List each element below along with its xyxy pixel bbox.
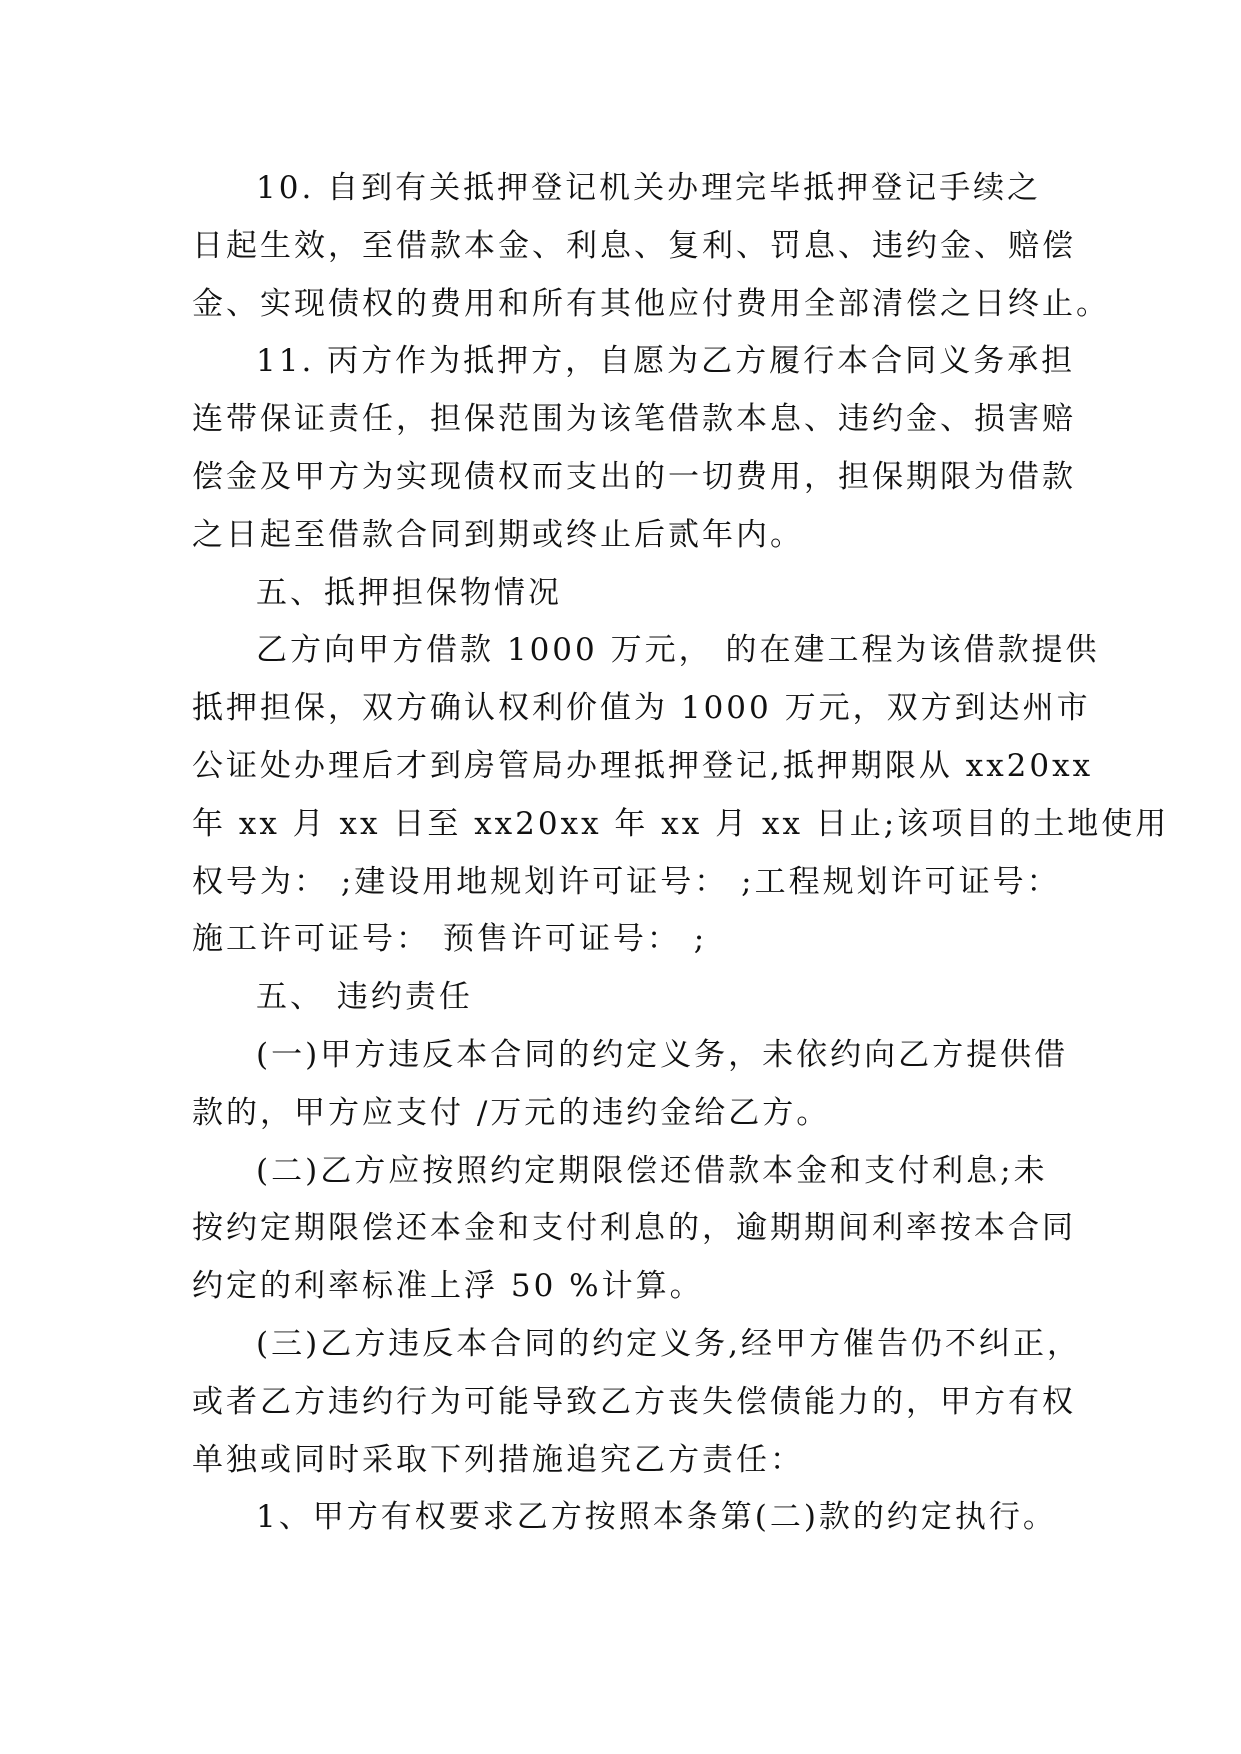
text-line: 公证处办理后才到房管局办理抵押登记,抵押期限从 xx20xx [192, 747, 1094, 784]
text-line: 之日起至借款合同到期或终止后贰年内。 [192, 516, 804, 553]
text-line: 五、抵押担保物情况 [256, 574, 562, 611]
text-line: 施工许可证号： 预售许可证号： ; [192, 921, 708, 958]
text-line: 按约定期限偿还本金和支付利息的，逾期期间利率按本合同 [192, 1210, 1076, 1247]
text-line: 日起生效，至借款本金、利息、复利、罚息、违约金、赔偿 [192, 227, 1076, 264]
text-line: (二)乙方应按照约定期限偿还借款本金和支付利息;未 [256, 1152, 1048, 1189]
text-line: 款的，甲方应支付 /万元的违约金给乙方。 [192, 1094, 831, 1131]
text-line: 10. 自到有关抵押登记机关办理完毕抵押登记手续之 [256, 170, 1042, 206]
text-line: 约定的利率标准上浮 50 %计算。 [192, 1268, 704, 1305]
text-line: 金、实现债权的费用和所有其他应付费用全部清偿之日终止。 [192, 285, 1110, 322]
contract-text [192, 160, 1170, 1547]
text-line: 或者乙方违约行为可能导致乙方丧失偿债能力的，甲方有权 [192, 1383, 1076, 1420]
text-line: 单独或同时采取下列措施追究乙方责任： [192, 1441, 804, 1478]
text-line: (一)甲方违反本合同的约定义务，未依约向乙方提供借 [256, 1036, 1069, 1073]
text-line: (三)乙方违反本合同的约定义务,经甲方催告仍不纠正， [256, 1325, 1082, 1362]
text-line: 乙方向甲方借款 1000 万元， 的在建工程为该借款提供 [256, 632, 1100, 669]
text-line: 偿金及甲方为实现债权而支出的一切费用，担保期限为借款 [192, 458, 1076, 495]
text-line: 权号为： ;建设用地规划许可证号： ;工程规划许可证号： [192, 863, 1061, 900]
text-line: 连带保证责任，担保范围为该笔借款本息、违约金、损害赔 [192, 401, 1076, 438]
text-line: 11. 丙方作为抵押方，自愿为乙方履行本合同义务承担 [256, 343, 1076, 380]
text-line: 五、 违约责任 [256, 979, 473, 1016]
text-line: 1、甲方有权要求乙方按照本条第(二)款的约定执行。 [256, 1499, 1057, 1536]
text-line: 年 xx 月 xx 日至 xx20xx 年 xx 月 xx 日止;该项目的土地使用 [192, 805, 1170, 842]
text-line: 抵押担保，双方确认权利价值为 1000 万元，双方到达州市 [192, 690, 1091, 727]
